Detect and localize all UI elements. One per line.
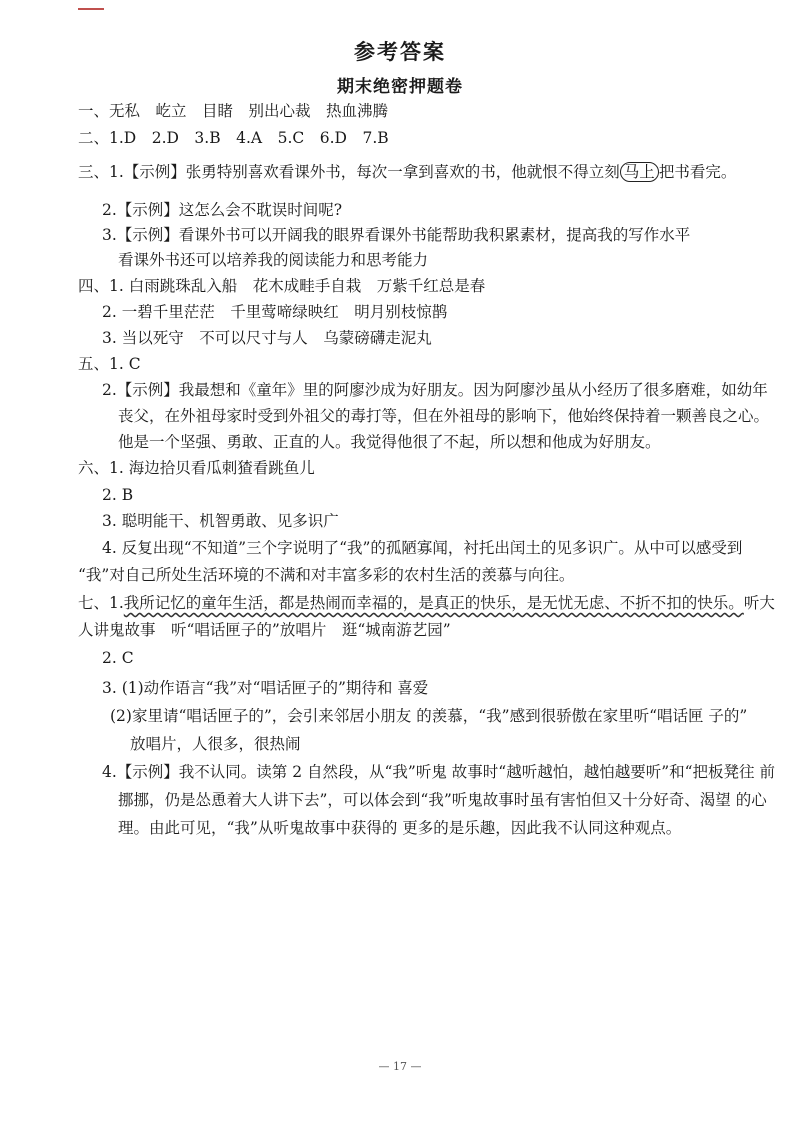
answer-section-7-item-2: 2. C xyxy=(102,649,134,667)
answer-text-end: 把书看完。 xyxy=(658,163,737,181)
answer-section-6-item-2: 2. B xyxy=(102,486,134,504)
answer-section-1: 一、无私 屹立 目睹 别出心裁 热血沸腾 xyxy=(78,102,389,120)
answer-section-6-item-4: 4. 反复出现“不知道”三个字说明了“我”的孤陋寡闻，衬托出闰土的见多识广。从中可以感受到 xyxy=(102,539,743,557)
top-edge-mark xyxy=(78,8,104,10)
page-number: — 17 — xyxy=(378,1060,422,1073)
answer-section-5-item-2-cont: 他是一个坚强、勇敢、正直的人。我觉得他很了不起，所以想和他成为好朋友。 xyxy=(118,433,661,451)
answer-section-7-item-4: 4.【示例】我不认同。读第 2 自然段，从“我”听鬼 故事时“越听越怕，越怕越要听”和“把板凳往 前 xyxy=(102,763,775,781)
answer-section-5-item-2: 2.【示例】我最想和《童年》里的阿廖沙成为好朋友。因为阿廖沙虽从小经历了很多磨难，如幼年 xyxy=(102,381,768,399)
answer-section-3-item-3-cont: 看课外书还可以培养我的阅读能力和思考能力 xyxy=(118,251,429,269)
answer-section-6-item-4-cont: “我”对自己所处生活环境的不满和对丰富多彩的农村生活的羡慕与向往。 xyxy=(78,566,575,584)
answer-section-4-item-3: 3. 当以死守 不可以尺寸与人 乌蒙磅礴走泥丸 xyxy=(102,329,432,347)
answer-section-2: 二、1.D 2.D 3.B 4.A 5.C 6.D 7.B xyxy=(78,129,389,147)
answer-section-7-item-4-cont: 理。由此可见，“我”从听鬼故事中获得的 更多的是乐趣，因此我不认同这种观点。 xyxy=(118,819,682,837)
answer-section-7-item-1-cont: 人讲鬼故事 听“唱话匣子的”放唱片 逛“城南游艺园” xyxy=(78,621,451,639)
answer-section-6-item-3: 3. 聪明能干、机智勇敢、见多识广 xyxy=(102,512,339,530)
wavy-underlined-quote: 我所记忆的童年生活，都是热闹而幸福的，是真正的快乐，是无忧无虑、不折不扣的快乐。 xyxy=(123,594,744,612)
answer-section-7-item-3-part-2-cont: 放唱片，人很多，很热闹 xyxy=(130,735,301,753)
answer-section-7-item-1 xyxy=(78,593,775,613)
answer-text: 听大 xyxy=(743,594,775,612)
answer-section-3-item-1 xyxy=(78,162,736,182)
answer-section-7-item-3-part-2: (2)家里请“唱话匣子的”，会引来邻居小朋友 的羡慕，“我”感到很骄傲在家里听“唱话匣 子的” xyxy=(110,707,748,725)
answer-section-3-item-2: 2.【示例】这怎么会不耽误时间呢? xyxy=(102,201,343,219)
answer-section-5-item-2-cont: 丧父，在外祖母家时受到外祖父的毒打等，但在外祖母的影响下，他始终保持着一颗善良之心。 xyxy=(118,407,770,425)
answer-section-6-item-1: 六、1. 海边拾贝看瓜刺猹看跳鱼儿 xyxy=(78,459,315,477)
answer-section-7-item-3-part-1: 3. (1)动作语言“我”对“唱话匣子的”期待和 喜爱 xyxy=(102,679,429,697)
answer-section-4-item-1: 四、1. 白雨跳珠乱入船 花木成畦手自栽 万紫千红总是春 xyxy=(78,277,486,295)
page-subtitle: 期末绝密押题卷 xyxy=(337,77,463,97)
answer-text: 三、1.【示例】张勇特别喜欢看课外书，每次一拿到喜欢的书，他就恨不得立刻 xyxy=(78,163,620,181)
answer-section-7-item-4-cont: 挪挪，仍是怂恿着大人讲下去”，可以体会到“我”听鬼故事时虽有害怕但又十分好奇、渴望 的心 xyxy=(118,791,767,809)
answer-section-3-item-3: 3.【示例】看课外书可以开阔我的眼界看课外书能帮助我积累素材，提高我的写作水平 xyxy=(102,226,691,244)
circled-correction: 马上 xyxy=(620,162,659,182)
page-title: 参考答案 xyxy=(354,39,446,64)
answer-section-4-item-2: 2. 一碧千里茫茫 千里莺啼绿映红 明月别枝惊鹊 xyxy=(102,303,448,321)
item-number: 七、1. xyxy=(78,594,124,612)
answer-section-5-item-1: 五、1. C xyxy=(78,355,141,373)
